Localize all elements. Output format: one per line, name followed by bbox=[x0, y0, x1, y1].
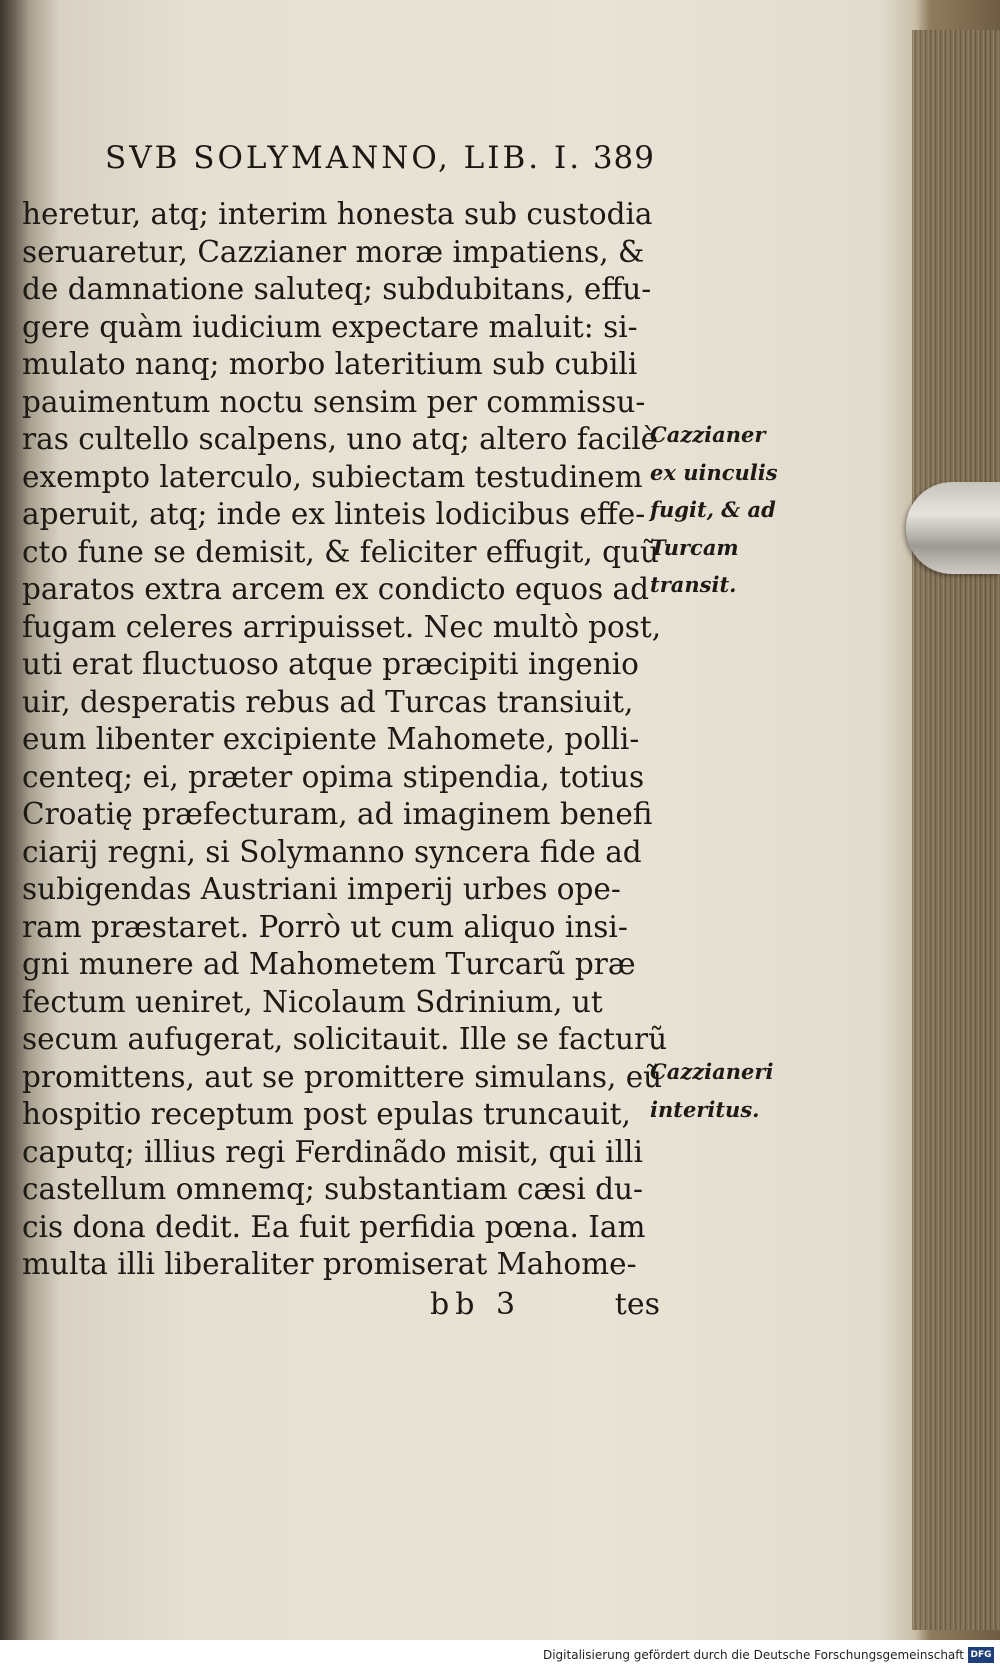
marginal-note-line: transit. bbox=[650, 572, 737, 597]
text-line: eum libenter excipiente Mahomete, polli- bbox=[22, 722, 640, 756]
text-line: cis dona dedit. Ea fuit perfidia pœna. Iam bbox=[22, 1209, 646, 1244]
text-line: gni munere ad Mahometem Turcarũ præ bbox=[22, 947, 636, 981]
digitization-footer bbox=[0, 1640, 1000, 1673]
running-head bbox=[105, 140, 655, 176]
marginal-note-line: Turcam bbox=[650, 534, 739, 560]
marginal-note-line: interitus. bbox=[650, 1096, 760, 1122]
text-line: fectum ueniret, Nicolaum Sdrinium, ut bbox=[22, 984, 603, 1019]
text-line: centeq; ei, præter opima stipendia, totius bbox=[22, 759, 645, 794]
marginal-note-1 bbox=[650, 416, 790, 604]
text-line: multa illi liberaliter promiserat Mahome- bbox=[22, 1247, 637, 1281]
text-line: aperuit, atq; inde ex linteis lodicibus effe- bbox=[22, 497, 646, 531]
text-line: exempto laterculo, subiectam testudinem bbox=[22, 459, 643, 494]
marginal-note-line: ex uinculis bbox=[650, 459, 778, 485]
text-line: uti erat fluctuoso atque præcipiti ingenio bbox=[22, 647, 639, 681]
text-line: ras cultello scalpens, uno atq; altero facilè bbox=[22, 422, 659, 456]
text-line: subigendas Austriani imperij urbes ope- bbox=[22, 872, 621, 906]
folio-number: 389 bbox=[592, 140, 655, 176]
text-line: ram præstaret. Porrò ut cum aliquo insi- bbox=[22, 909, 628, 944]
text-line: de damnatione saluteq; subdubitans, effu- bbox=[22, 272, 652, 306]
text-line: pauimentum noctu sensim per commissu- bbox=[22, 384, 646, 419]
text-line: heretur, atq; interim honesta sub custodia bbox=[22, 197, 653, 231]
text-line: secum aufugerat, solicitauit. Ille se facturũ bbox=[22, 1022, 668, 1056]
marginal-note-2 bbox=[650, 1053, 790, 1128]
text-line: ciarij regni, si Solymanno syncera fide ad bbox=[22, 834, 642, 869]
text-line: paratos extra arcem ex condicto equos ad bbox=[22, 572, 650, 606]
marginal-note-line: Cazzianer bbox=[650, 422, 766, 447]
signature-mark: bb 3 bbox=[430, 1287, 522, 1322]
text-line: fugam celeres arripuisset. Nec multò post, bbox=[22, 609, 662, 644]
text-line: gere quàm iudicium expectare maluit: si- bbox=[22, 309, 638, 344]
text-line: uir, desperatis rebus ad Turcas transiuit, bbox=[22, 684, 634, 719]
text-line: castellum omnemq; substantiam cæsi du- bbox=[22, 1172, 644, 1206]
book-page-edge bbox=[912, 30, 1000, 1630]
text-line: Croatię præfecturam, ad imaginem benefi bbox=[22, 797, 653, 831]
text-line: caputq; illius regi Ferdinãdo misit, qui illi bbox=[22, 1134, 643, 1169]
text-line: cto fune se demisit, & feliciter effugit, quũ bbox=[22, 534, 660, 569]
text-line: hospitio receptum post epulas truncauit, bbox=[22, 1097, 631, 1131]
text-line: promittens, aut se promittere simulans, eũ bbox=[22, 1059, 663, 1094]
footer-credit: Digitalisierung gefördert durch die Deutsche Forschungsgemeinschaft bbox=[542, 1648, 964, 1662]
text-line: mulato nanq; morbo lateritium sub cubili bbox=[22, 347, 638, 381]
dfg-logo-icon: DFG bbox=[968, 1647, 994, 1663]
body-text bbox=[22, 196, 668, 1284]
catchword: tes bbox=[614, 1287, 660, 1322]
text-line: seruaretur, Cazzianer moræ impatiens, & bbox=[22, 234, 645, 269]
marginal-note-line: Cazzianeri bbox=[650, 1059, 774, 1084]
marginal-note-line: fugit, & ad bbox=[650, 497, 776, 522]
running-head-title: SVB SOLYMANNO, LIB. I. bbox=[105, 140, 583, 176]
book-clamp-icon bbox=[906, 482, 1000, 574]
